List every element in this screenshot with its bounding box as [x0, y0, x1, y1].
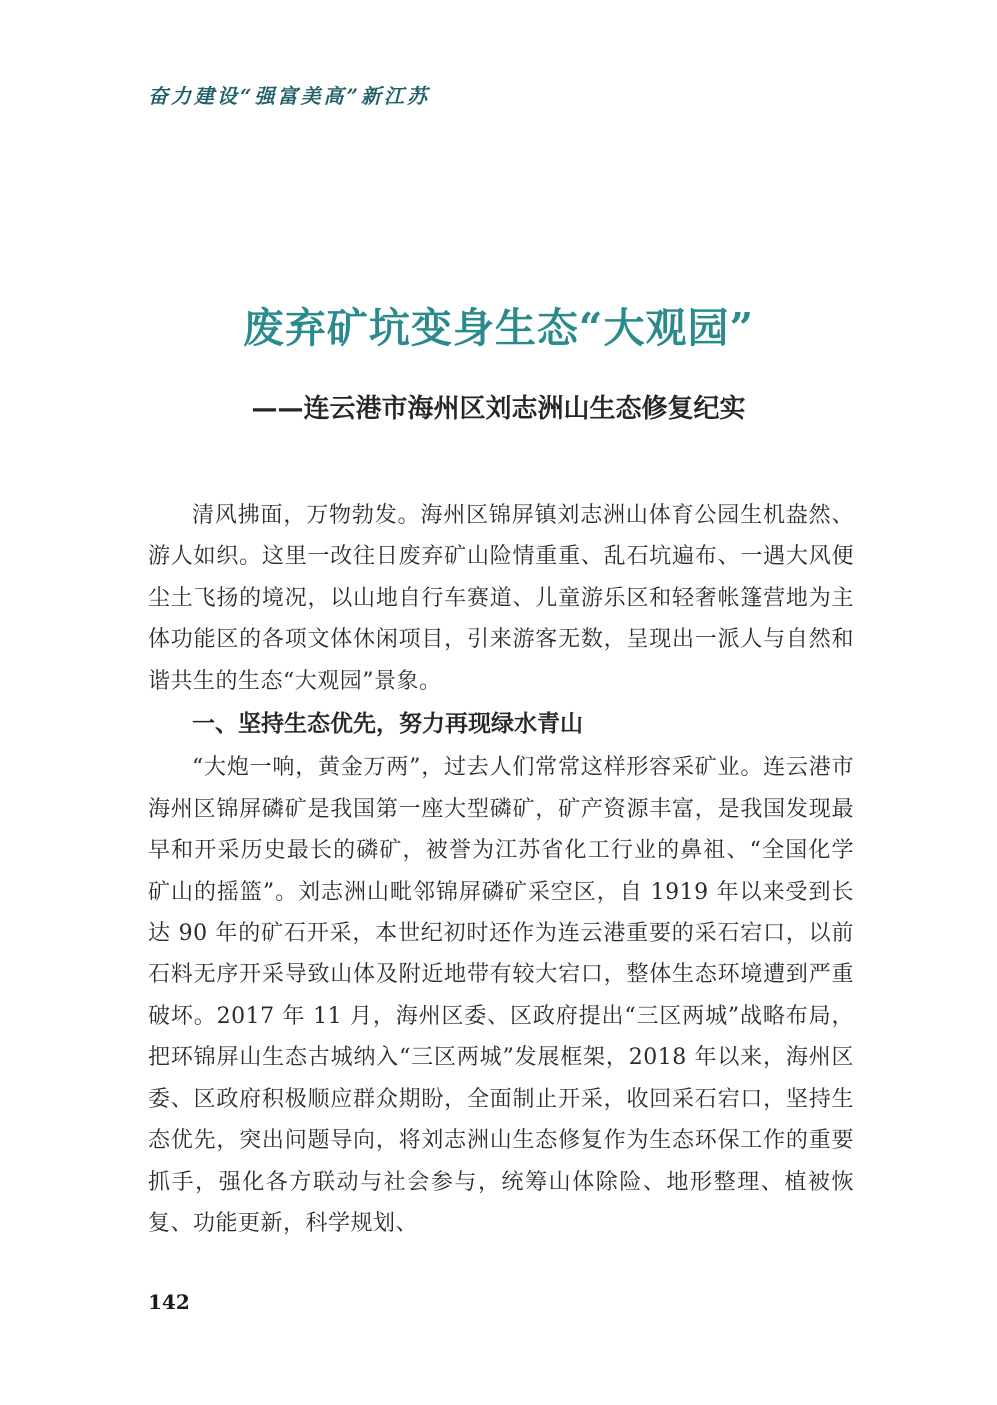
- intro-paragraph: 清风拂面，万物勃发。海州区锦屏镇刘志洲山体育公园生机盎然、游人如织。这里一改往日废弃矿山险情重重、乱石坑遍布、一遇大风便尘土飞扬的境况，以山地自行车赛道、儿童游乐区和轻奢帐篷营地为主体功能区的各项文体休闲项目，引来游客无数，呈现出一派人与自然和谐共生的生态“大观园”景象。: [148, 503, 854, 694]
- section-paragraph: “大炮一响，黄金万两”，过去人们常常这样形容采矿业。连云港市海州区锦屏磷矿是我国第一座大型磷矿，矿产资源丰富，是我国发现最早和开采历史最长的磷矿，被誉为江苏省化工行业的鼻祖、“全国化学矿山的摇篮”。刘志洲山毗邻锦屏磷矿采空区，自 1919 年以来受到长达 90 年的矿石开采，本世纪初时还作为连云港重要的采石宕口，以前石料无序开采导致山体及附近地带有较大宕口，整体生态环境遭到严重破坏。2017 年 11 月，海州区委、区政府提出“三区两城”战略布局，把环锦屏山生态古城纳入“三区两城”发展框架，2018 年以来，海州区委、区政府积极顺应群众期盼，全面制止开采，收回采石宕口，坚持生态优先，突出问题导向，将刘志洲山生态修复作为生态环保工作的重要抓手，强化各方联动与社会参与，统筹山体除险、地形整理、植被恢复、功能更新，科学规划、: [148, 755, 854, 1236]
- article-subtitle: ——连云港市海州区刘志洲山生态修复纪实: [251, 393, 746, 424]
- article-body: [148, 495, 854, 1244]
- article-title: 废弃矿坑变身生态“大观园”: [242, 304, 755, 353]
- running-header: 奋力建设“强富美高”新江苏: [148, 84, 431, 108]
- page-number: 142: [148, 1290, 190, 1314]
- section-heading: 一、坚持生态优先，努力再现绿水青山: [192, 711, 583, 738]
